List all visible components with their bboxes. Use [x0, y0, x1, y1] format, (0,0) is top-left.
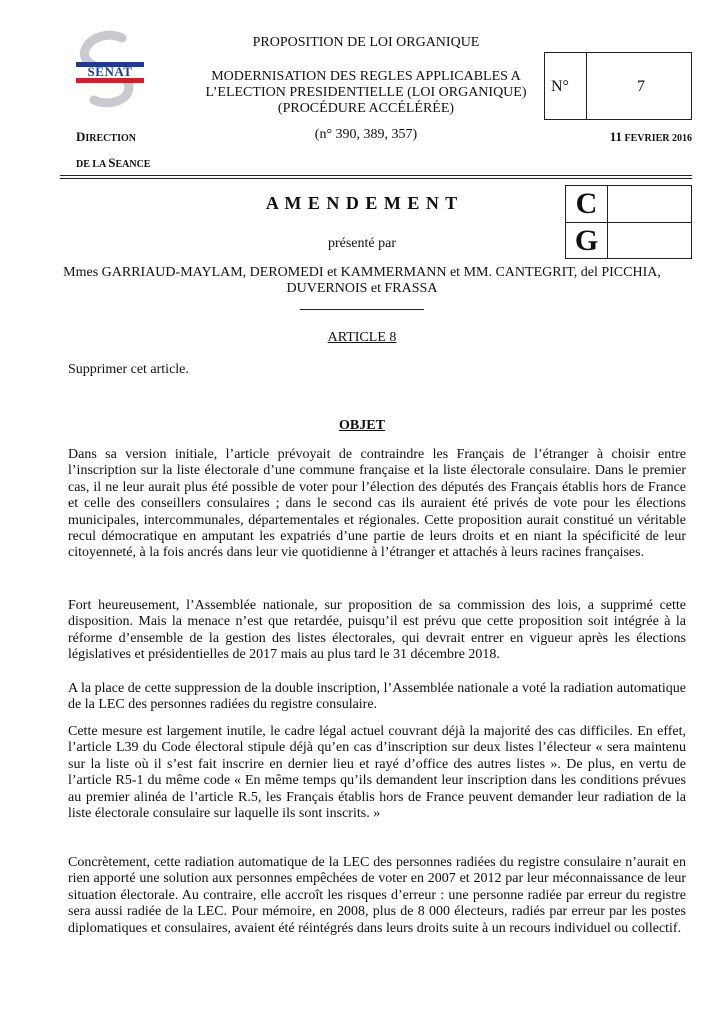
- objet-paragraph-4: Cette mesure est largement inutile, le cadre légal actuel couvrant déjà la majorité des cas difficiles. En effet, l’article L39 du Code électoral stipule déjà qu’en cas d’inscription sur deux listes l’électeur « sera maintenu sur la liste où il s’est fait inscrire en dernier lieu et rayé d’office des autres listes ». De plus, en vertu de l’article R5-1 du même code « En même temps qu’ils demandent leur inscription dans les conditions prévues au premier alinéa de l’article R.5, les Français établis hors de France peuvent demander leur radiation de la liste électorale consulaire sur laquelle ils sont inscrits. »: [68, 724, 686, 822]
- objet-heading: OBJET: [339, 418, 385, 433]
- senat-logo: [70, 30, 150, 108]
- objet-paragraph-2: Fort heureusement, l’Assemblée nationale, sur proposition de sa commission des lois, a supprimé cette disposition. Mais la menace n’est que retardée, puisqu’il est prévu que cette proposition soit intégrée à la réforme d’ensemble de la gestion des listes électorales, qui devrait entrer en vigueur après les élections législatives et présidentielles de 2017 mais au plus tard le 31 décembre 2018.: [68, 598, 686, 663]
- cg-row-c: [566, 186, 691, 222]
- header-rule-bottom: [60, 178, 692, 179]
- number-box: [544, 52, 692, 120]
- authors-separator: [300, 309, 424, 310]
- amendement-title: A M E N D E M E N T: [265, 193, 459, 213]
- objet-paragraph-1: Dans sa version initiale, l’article prévoyait de contraindre les Français de l’étranger à choisir entre l’inscription sur la liste électorale d’une commune française et la liste électorale consulaire. Dans le premier cas, il ne leur aurait plus été possible de voter pour l’élection des députés des Français établis hors de France et celle des conseillers consulaires ; dans le second cas ils auraient été privés de vote pour les élections municipales, intercommunales, départementales et régionales. Cette proposition aurait constitué un véritable recul démocratique en amputant les expatriés d’une partie de leurs droits et en niant la spécificité de leur citoyenneté, à la fois ancrés dans leur vie quotidienne à l’étranger et attachés à leurs racines françaises.: [68, 447, 686, 561]
- number-label-cell: [545, 53, 587, 119]
- cg-row-g: [566, 222, 691, 258]
- authors-line-1: Mmes GARRIAUD-MAYLAM, DEROMEDI et KAMMERMANN et MM. CANTEGRIT, del PICCHIA,: [63, 265, 661, 280]
- number-label: N°: [551, 78, 569, 95]
- box-c-letter: C: [566, 186, 608, 222]
- article-heading: ARTICLE 8: [327, 330, 397, 345]
- date: 11 FEVRIER 2016: [609, 129, 692, 144]
- direction-label: DIRECTION: [76, 129, 136, 144]
- number-value: 7: [637, 78, 645, 95]
- cg-box: [565, 185, 692, 259]
- header-line-1: PROPOSITION DE LOI ORGANIQUE: [252, 35, 480, 50]
- senat-logo-text: SÉNAT: [87, 64, 133, 79]
- header-line-3: L’ELECTION PRESIDENTIELLE (LOI ORGANIQUE): [205, 85, 527, 100]
- header-line-4: (PROCÉDURE ACCÉLÉRÉE): [277, 101, 455, 116]
- objet-paragraph-3: A la place de cette suppression de la double inscription, l’Assemblée nationale a voté la radiation automatique de la LEC des personnes radiées du registre consulaire.: [68, 681, 686, 713]
- presente-par: présenté par: [327, 236, 397, 251]
- seance-label: DE LA SEANCE: [76, 155, 151, 170]
- authors-line-2: DUVERNOIS et FRASSA: [286, 281, 438, 296]
- header-line-2: MODERNISATION DES REGLES APPLICABLES A: [211, 69, 521, 84]
- article-text: Supprimer cet article.: [68, 362, 189, 377]
- box-g-letter: G: [566, 223, 608, 259]
- header-refs: (n° 390, 389, 357): [314, 127, 418, 142]
- header-rule-top: [60, 175, 692, 176]
- objet-paragraph-5: Concrètement, cette radiation automatique de la LEC des personnes radiées du registre consulaire n’aurait en rien apporté une solution aux personnes empêchées de voter en 2007 et 2012 par leur méconnaissance de leur situation électorale. Au contraire, elle accroît les risques d’erreur : une personne radiée par erreur du registre sera aussi radiée de la LEC. Pour mémoire, en 2008, plus de 8 000 électeurs, radiés par erreur par les postes diplomatiques et consulaires, avaient été réintégrés dans leurs droits suite à un recours individuel ou collectif.: [68, 855, 686, 936]
